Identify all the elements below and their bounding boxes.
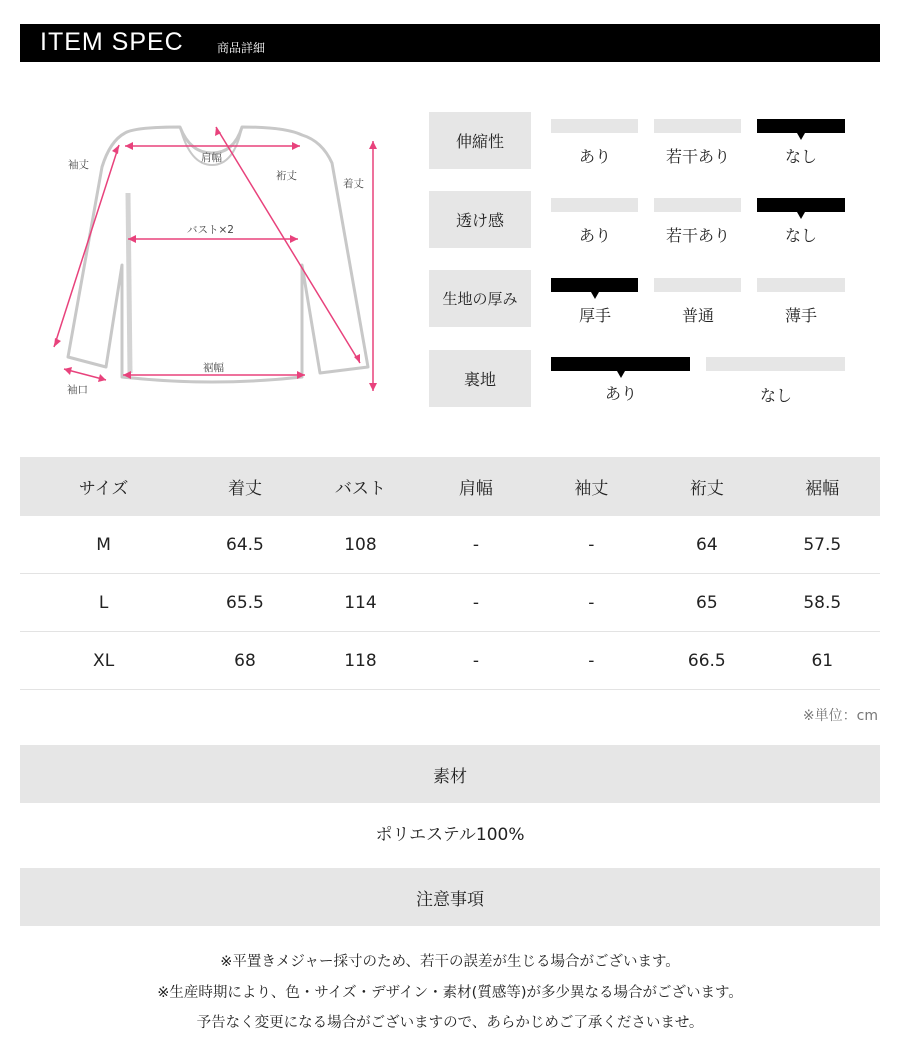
stretch-bar-none-selected xyxy=(757,119,845,133)
size-table-header-row xyxy=(20,457,880,516)
item-spec-subtitle: 商品詳細 xyxy=(217,41,266,55)
header-cell-length: 着丈 xyxy=(227,479,262,499)
table-row xyxy=(20,574,880,632)
diagram-label-sleeve: 袖丈 xyxy=(68,159,89,171)
header-cell-shoulder: 肩幅 xyxy=(458,479,493,499)
sheer-bar-none-selected xyxy=(757,198,845,212)
spec-label-stretch: 伸縮性 xyxy=(429,112,531,169)
item-spec-header xyxy=(20,24,880,62)
table-cell: 66.5 xyxy=(687,650,726,671)
note-line-1: ※平置きメジャー採寸のため、若干の誤差が生じる場合がございます。 xyxy=(220,954,680,970)
item-spec-title: ITEM SPEC xyxy=(40,28,184,56)
table-cell: - xyxy=(472,592,479,613)
table-cell: 65.5 xyxy=(226,592,264,613)
lining-option-yes: あり xyxy=(604,384,637,403)
thickness-bar-thin xyxy=(757,278,845,292)
lining-bar-no xyxy=(706,357,845,371)
table-cell: L xyxy=(98,592,109,613)
header-cell-hem: 裾幅 xyxy=(805,479,840,499)
table-cell: 68 xyxy=(234,650,256,671)
table-cell: 64 xyxy=(696,534,718,555)
diagram-label-cuff: 袖口 xyxy=(67,384,88,396)
header-cell-yuki: 裄丈 xyxy=(689,479,724,499)
thickness-option-thin: 薄手 xyxy=(784,306,817,325)
table-cell: 57.5 xyxy=(803,534,842,555)
table-row xyxy=(20,632,880,690)
stretch-bar-slight xyxy=(654,119,741,133)
header-cell-sleeve: 袖丈 xyxy=(574,479,609,499)
sheer-option-slight: 若干あり xyxy=(665,226,730,245)
table-cell: M xyxy=(96,534,111,555)
table-cell: - xyxy=(588,592,595,613)
thickness-option-normal: 普通 xyxy=(681,306,714,325)
table-cell: 65 xyxy=(696,592,718,613)
lining-option-no: なし xyxy=(759,386,792,405)
table-cell: 58.5 xyxy=(803,592,842,613)
thickness-bar-normal xyxy=(654,278,741,292)
spec-label-thickness: 生地の厚み xyxy=(429,270,531,327)
sheer-bar-yes xyxy=(551,198,638,212)
table-cell: - xyxy=(588,650,595,671)
table-cell: 108 xyxy=(344,534,377,555)
table-row xyxy=(20,516,880,574)
lining-bar-yes-selected xyxy=(551,357,690,371)
diagram-label-shoulder: 肩幅 xyxy=(201,152,222,164)
size-table xyxy=(20,457,880,690)
unit-note: ※単位：cm xyxy=(802,708,878,724)
header-cell-bust: バスト xyxy=(334,479,386,499)
diagram-label-yuki: 裄丈 xyxy=(276,170,297,182)
diagram-label-hem: 裾幅 xyxy=(203,362,224,374)
table-cell: 64.5 xyxy=(226,534,264,555)
stretch-option-yes: あり xyxy=(578,147,611,166)
material-title: 素材 xyxy=(20,745,880,803)
spec-label-lining: 裏地 xyxy=(429,350,531,407)
spec-label-sheer: 透け感 xyxy=(429,191,531,248)
header-cell-size: サイズ xyxy=(78,479,129,499)
table-cell: XL xyxy=(93,650,115,671)
stretch-option-none: なし xyxy=(784,147,817,166)
garment-diagram xyxy=(40,105,400,425)
table-cell: 114 xyxy=(344,592,377,613)
table-cell: - xyxy=(472,534,479,555)
sheer-bar-slight xyxy=(654,198,741,212)
sheer-option-none: なし xyxy=(784,226,817,245)
table-cell: 61 xyxy=(811,650,834,671)
notes-title: 注意事項 xyxy=(20,868,880,926)
table-cell: - xyxy=(588,534,595,555)
stretch-bar-yes xyxy=(551,119,638,133)
note-line-2: ※生産時期により、色・サイズ・デザイン・素材(質感等)が多少異なる場合がございます。 xyxy=(157,985,743,1001)
material-value: ポリエステル100% xyxy=(375,825,525,845)
note-line-3: 予告なく変更になる場合がございますので、あらかじめご了承くださいませ。 xyxy=(196,1015,704,1031)
sheer-option-yes: あり xyxy=(578,226,611,245)
table-cell: - xyxy=(472,650,479,671)
diagram-label-length: 着丈 xyxy=(343,178,364,190)
diagram-label-bust: バスト×2 xyxy=(187,224,234,236)
thickness-bar-thick-selected xyxy=(551,278,638,292)
table-cell: 118 xyxy=(344,650,377,671)
thickness-option-thick: 厚手 xyxy=(578,306,611,325)
stretch-option-slight: 若干あり xyxy=(665,147,730,166)
